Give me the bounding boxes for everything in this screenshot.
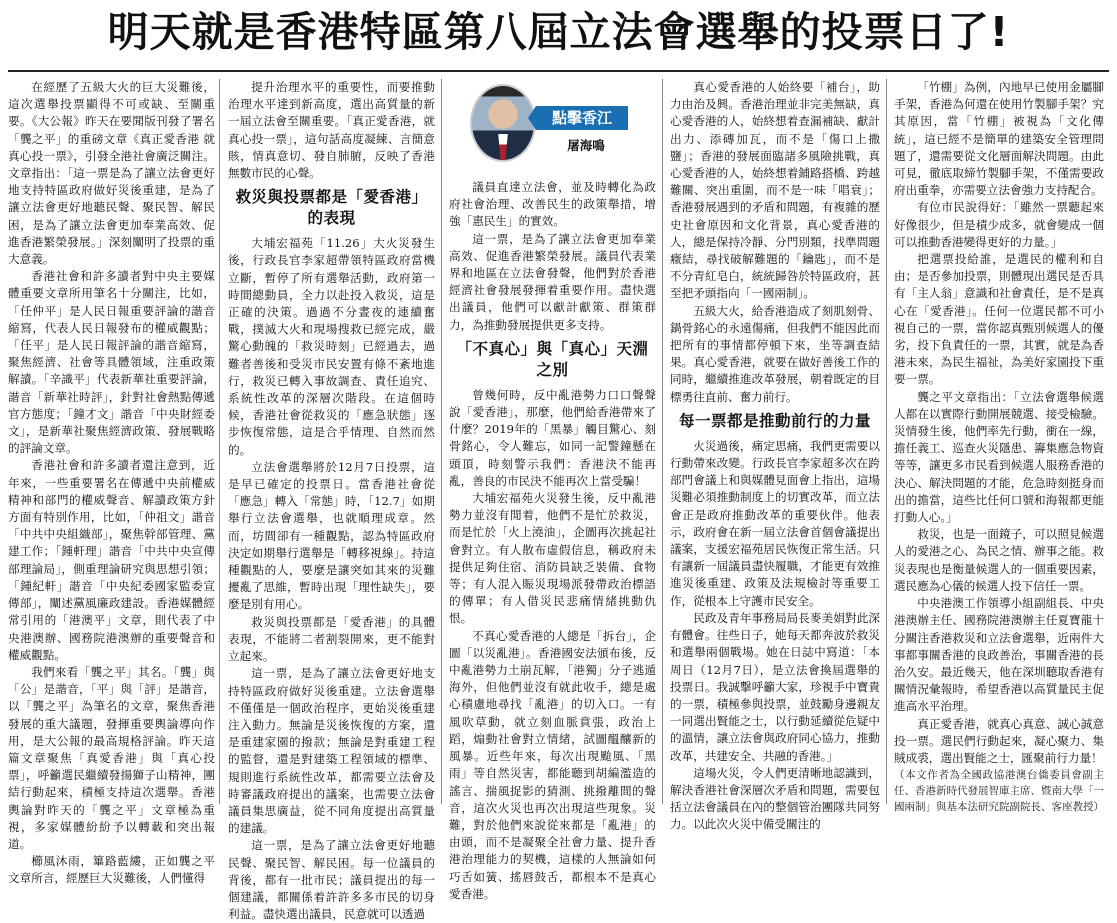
section-heading: 每一票都是推動前行的力量 bbox=[678, 411, 871, 430]
paragraph: 櫛風沐雨，篳路藍縷，正如龔之平文章所言，經歷巨大災難後，人們懂得 bbox=[8, 854, 215, 886]
column-divider bbox=[219, 79, 220, 804]
paragraph: 立法會選舉將於12月7日投票，這是早已確定的投票日。當香港社會從「應急」轉入「常態」時，「12.7」如期舉行立法會選舉，也就順理成章。然而，坊間卻有一種觀點，認為特區政府決定如期舉行選舉是「轉移視線」。持這種觀點的人，要麼是讓突如其來的災難擾亂了思維，暫時出現「理性缺失」，要麼是別有用心。 bbox=[228, 459, 435, 612]
column-divider bbox=[662, 79, 663, 804]
article-column-5 bbox=[894, 79, 1104, 814]
paragraph: 「竹棚」為例，內地早已使用金屬腳手架，香港為何還在使用竹製腳手架？究其原因，當「竹棚」被視為「文化傳統」，這已經不是簡單的建築安全管理問題了，還需要從文化層面解決問題。由此可見，徹底取締竹製腳手架，不僅需要政府出重拳，亦需要立法會強力支持配合。 bbox=[894, 80, 1104, 198]
paragraph: 香港社會和許多讀者還注意到，近年來，一些重要署名在傳遞中央前權威精神和部門的權威聲音、解讀政策方針方面有特別作用，比如，「仲祖文」諧音「中共中央組織部」，聚焦幹部管理、黨建工作；「鍾軒理」諧音「中共中央宣傳部理論局」，側重理論研究與思想引領；「鍾紀軒」諧音「中央紀委國家監委宣傳部」，闡述黨風廉政建設。香港媒體經常引用的「港澳平」文章，則代表了中央港澳辦、國務院港澳辦的重要聲音和權威觀點。 bbox=[8, 458, 215, 662]
paragraph: 五級大火，給香港造成了刻肌刻骨、鍋骨銘心的永遠傷痛，但我們不能因此而把所有的事情都停頓下來，坐等調查結果。真心愛香港，就要在做好善後工作的同時，繼續推進改革發展，朝着既定的目標勇往直前、奮力前行。 bbox=[670, 303, 880, 404]
column-divider bbox=[886, 79, 887, 804]
article-column-4 bbox=[670, 79, 880, 832]
paragraph: 這一票，是為了讓立法會更好地聽民聲、聚民智、解民困。每一位議員的背後，都有一批市民；議員提出的每一個建議，都關係着許許多多市民的切身利益。盡快選出議員，民意就可以透過 bbox=[228, 838, 435, 922]
paragraph: 提升治理水平的重要性，而要推動治理水平達到新高度，選出高質量的新一屆立法會至關重要。「真正愛香港，就真心投一票」，這句話高度凝練、言簡意賅，情真意切、發自肺腑，反映了香港無數市民的心聲。 bbox=[228, 80, 435, 181]
paragraph: 把選票投給誰，是選民的權利和自由；是否參加投票，則體現出選民是否具有「主人翁」意識和社會責任，是不是真心在「愛香港」。任何一位選民都不可小視自己的一票，當你認真甄別候選人的優劣，投下負責任的一票，其實，就是為香港未來，為民生福祉，為美好家園投下重要一票。 bbox=[894, 252, 1104, 387]
paragraph: 民政及青年事務局局長麥美娟對此深有體會。往些日子，她每天都奔波於救災和選舉兩個戰場。她在日誌中寫道：「本周日（12月7日），是立法會換屆選舉的投票日。我誠擊呼籲大家，珍視手中寶貴的一票，積極參與投票，並鼓勵身邊親友一同選出賢能之士，以行動延續從危疑中的溫情，讓立法會與政府同心協力，推動改革，共建安全、共融的香港。」 bbox=[670, 610, 880, 763]
paragraph: 真正愛香港，就真心真意、誠心誠意投一票。選民們行動起來，凝心聚力、集賊成裘，選出賢能之士，匯聚前行力量！ bbox=[894, 716, 1104, 765]
paragraph: 中央港澳工作領導小組副組長、中央港澳辦主任、國務院港澳辦主任夏寶龍十分關注香港救災和立法會選舉，近兩件大事都事關香港的良政善治，事關香港的長治久安。最近幾天，他在深圳聽取香港有關情況彙報時，希望香港以高質量民主促進高水平治理。 bbox=[894, 596, 1104, 714]
paragraph: 救災與投票都是「愛香港」的具體表現，不能將二者割裂開來，更不能對立起來。 bbox=[228, 614, 435, 664]
paragraph: 在經歷了五級大火的巨大災難後，這次選舉投票顯得不可或缺、至關重要。《大公報》昨天在要聞版刊發了署名「龔之平」的重磅文章《真正愛香港 就真心投一票》，引發全港社會廣泛關注。文章指出：「這一票是為了讓立法會更好地支持特區政府做好災後重建，是為了讓立法會更好地聽民聲、聚民智、解民困，是為了讓立法會更加奉業高效、促進香港繁榮發展。」深刻闡明了投票的重大意義。 bbox=[8, 80, 215, 267]
article-column-1 bbox=[8, 79, 215, 886]
paragraph: 香港社會和許多讀者對中央主要媒體重要文章所用筆名十分關注，比如，「任仲平」是人民日報重要評論的諧音縮寫，代表人民日報發布的權威觀點；「任平」是人民日報評論的諧音縮寫，聚焦經濟、社會等具體領域，注重政策解讀。「辛識平」代表新華社重要評論，諧音「新華社時評」，針對社會熱點傳遞官方態度；「鐘才文」諧音「中央財經委文」，是新華社聚焦經濟政策、發展戰略的評論文章。 bbox=[8, 269, 215, 456]
paragraph: 龔之平文章指出：「立法會選舉候選人都在以實際行動開展競選、接受檢驗。災情發生後，他們率先行動，衝在一線，擔任義工、巡查火災隱患、籌集應急物資等等，讓更多市民看到候選人服務香港的決心、解決問題的才能，危急時刻挺身而出的擔當，這些比任何口號和海報都更能打動人心。」 bbox=[894, 389, 1104, 525]
paragraph: 不真心愛香港的人總是「拆台」，企圖「以災亂港」。香港國安法頒布後，反中亂港勢力土崩瓦解，「港獨」分子逃遁海外，但他們並沒有就此收手，總是處心積慮地尋找「亂港」的切入口。一有風吹草動，就立刻血脈賁張，政治上蹈，煽動社會對立情緒，試圖醞釀新的風暴。近些年來，每次出現颱風、「黑雨」等自然災害，都能聽到胡編濫造的謠言、揣風捉影的猜測、挑撥離間的聲音，這次火災也再次出現這些現象。災難，對於他們來說從來都是「亂港」的由頭，而不是凝聚全社會力量、提升香港治理能力的契機，這樣的人無論如何巧舌如簧、搖唇鼓舌，都根本不是真心愛香港。 bbox=[449, 628, 656, 901]
paragraph: 這一票，是為了讓立法會更好地支持特區政府做好災後重建。立法會選舉不僅僅是一個政治程序，更始災後重建注入動力。無論是災後恢復的方案，還是重建家園的撥款；無論是對重建工程的監督，還是對建築工程領域的標準、規則進行系統性改革，都需要立法會及時審議政府提出的議案，也需要立法會議員集思廣益，從不同角度提出高質量的建議。 bbox=[228, 666, 435, 836]
headline-rule bbox=[8, 70, 1109, 72]
paragraph: 救災，也是一面鏡子，可以照見候選人的愛港之心、為民之情、辦事之能。救災表現也是衡量候選人的一個重要因素，選民應為心儀的候選人投下信任一票。 bbox=[894, 527, 1104, 593]
paragraph: 火災過後，痛定思痛，我們更需要以行動帶來改變。行政長官李家超多次在跨部門會議上和與媒體見面會上指出，這場災難必須推動制度上的切實改革，而立法會正是政府推動改革的重要伙伴。他表示，政府會在新一屆立法會首個會議提出議案，支援宏福苑居民恢復正常生活。只有讓新一屆議員盡快履職，才能更有效推進災後重建、政策及法規檢討等重要工作，從根本上守護市民安全。 bbox=[670, 438, 880, 608]
column-tag: 點擊香江 bbox=[536, 106, 628, 130]
column-divider bbox=[441, 79, 442, 804]
paragraph: 大埔宏福苑火災發生後，反中亂港勢力並沒有閒着，他們不是忙於救災，而是忙於「火上澆油」，企圖再次挑起社會對立。有人散布虛假信息，稱政府未提供足夠住宿、消防員缺乏裝備、食物等；有人混入賑災現場派發帶政治標語的傳單；有人借災民悲痛情緒挑動仇恨。 bbox=[449, 491, 656, 626]
paragraph: 議員直達立法會，並及時轉化為政府社會治理、改善民生的政策舉措，增強「惠民生」的實效。 bbox=[449, 180, 656, 229]
paragraph: 我們來看「龔之平」其名。「龔」與「公」是諧音，「平」與「評」是諧音，以「龔之平」為筆名的文章，聚焦香港發展的重大議題，發揮重要輿論導向作用，是大公報的最高規格評論。昨天這篇文章聚焦「真愛香港」與「真心投票」，呼籲選民繼續發揚獅子山精神，團結行動起來，積極支持這次選舉。香港輿論對昨天的「龔之平」文章極為重視，多家媒體紛紛予以轉載和突出報道。 bbox=[8, 664, 215, 851]
paragraph: 大埔宏福苑「11.26」大火災發生後，行政長官李家超帶領特區政府當機立斷，暫停了所有選舉活動，政府第一時間總動員，全力以赴投入救災，這是正確的決策。過過不分晝夜的連續奮戰，撲滅大火和現場搜救已經完成，嚴驚心動魄的「救災時刻」已經過去，過難者善後和受災市民安置有條不紊地進行，救災已轉入事故調查、責任追究、系統性改革的深層次階段。在這個時候，香港社會從救災的「應急狀態」逐步恢復常態，這是合乎情理、自然而然的。 bbox=[228, 236, 435, 457]
author-note: （本文作者為全國政協港澳台僑委員會副主任、香港新時代發展智庫主席、暨南大學「一國兩制」與基本法研究院副院長、客座教授） bbox=[894, 769, 1104, 814]
article-column-2 bbox=[228, 79, 435, 922]
paragraph: 有位市民說得好：「雖然一票聽起來好像很少，但是積少成多，就會變成一個可以推動香港變得更好的力量。」 bbox=[894, 200, 1104, 249]
section-heading: 「不真心」與「真心」天淵之別 bbox=[456, 339, 649, 379]
section-heading: 救災與投票都是「愛香港」的表現 bbox=[235, 188, 428, 228]
paragraph: 這一票，是為了讓立法會更加奉業高效、促進香港繁榮發展。議員代表業界和地區在立法會發聲，他們對於香港經濟社會發展發揮着重要作用。盡快選出議員，他們可以獻計獻策、群策群力，為推動發展提供更多支持。 bbox=[449, 231, 656, 332]
paragraph: 這場火災，令人們更清晰地認識到，解決香港社會深層次矛盾和問題，需要包括立法會議員在內的整個管治團隊共同努力。以此次火災中備受關注的 bbox=[670, 765, 880, 832]
paragraph: 真心愛香港的人始終要「補台」，助力由治及興。香港治理並非完美無缺，真心愛香港的人，始終想着查漏補缺、獻計出力、添磚加瓦，而不是「傷口上撒鹽」；香港的發展面臨諸多風險挑戰，真心愛香港的人，始終想着鋪路搭橋、跨越難關、突出重圍，而不是一味「唱衰」；香港發展遇到的矛盾和問題，有複雜的歷史社會原因和文化背景，真心愛香港的人，總是保持冷靜、分門別類，找準問題癥結，尋找破解難題的「鑰匙」，而不是不分青紅皂白，統統歸咎於特區政府，甚至把矛頭指向「一國兩制」。 bbox=[670, 80, 880, 301]
headline: 明天就是香港特區第八屆立法會選舉的投票日了! bbox=[107, 8, 1010, 56]
author-name: 屠海鳴 bbox=[567, 138, 605, 153]
article-column-3 bbox=[449, 79, 656, 901]
paragraph: 曾幾何時，反中亂港勢力口口聲聲說「愛香港」，那麼，他們給香港帶來了什麼？2019年的「黑暴」觸目驚心、刻骨銘心，令人難忘，如同一記警鐘懸在頭頂，時刻警示我們：香港決不能再亂，善良的市民決不能再次上當受騙！ bbox=[449, 387, 656, 488]
